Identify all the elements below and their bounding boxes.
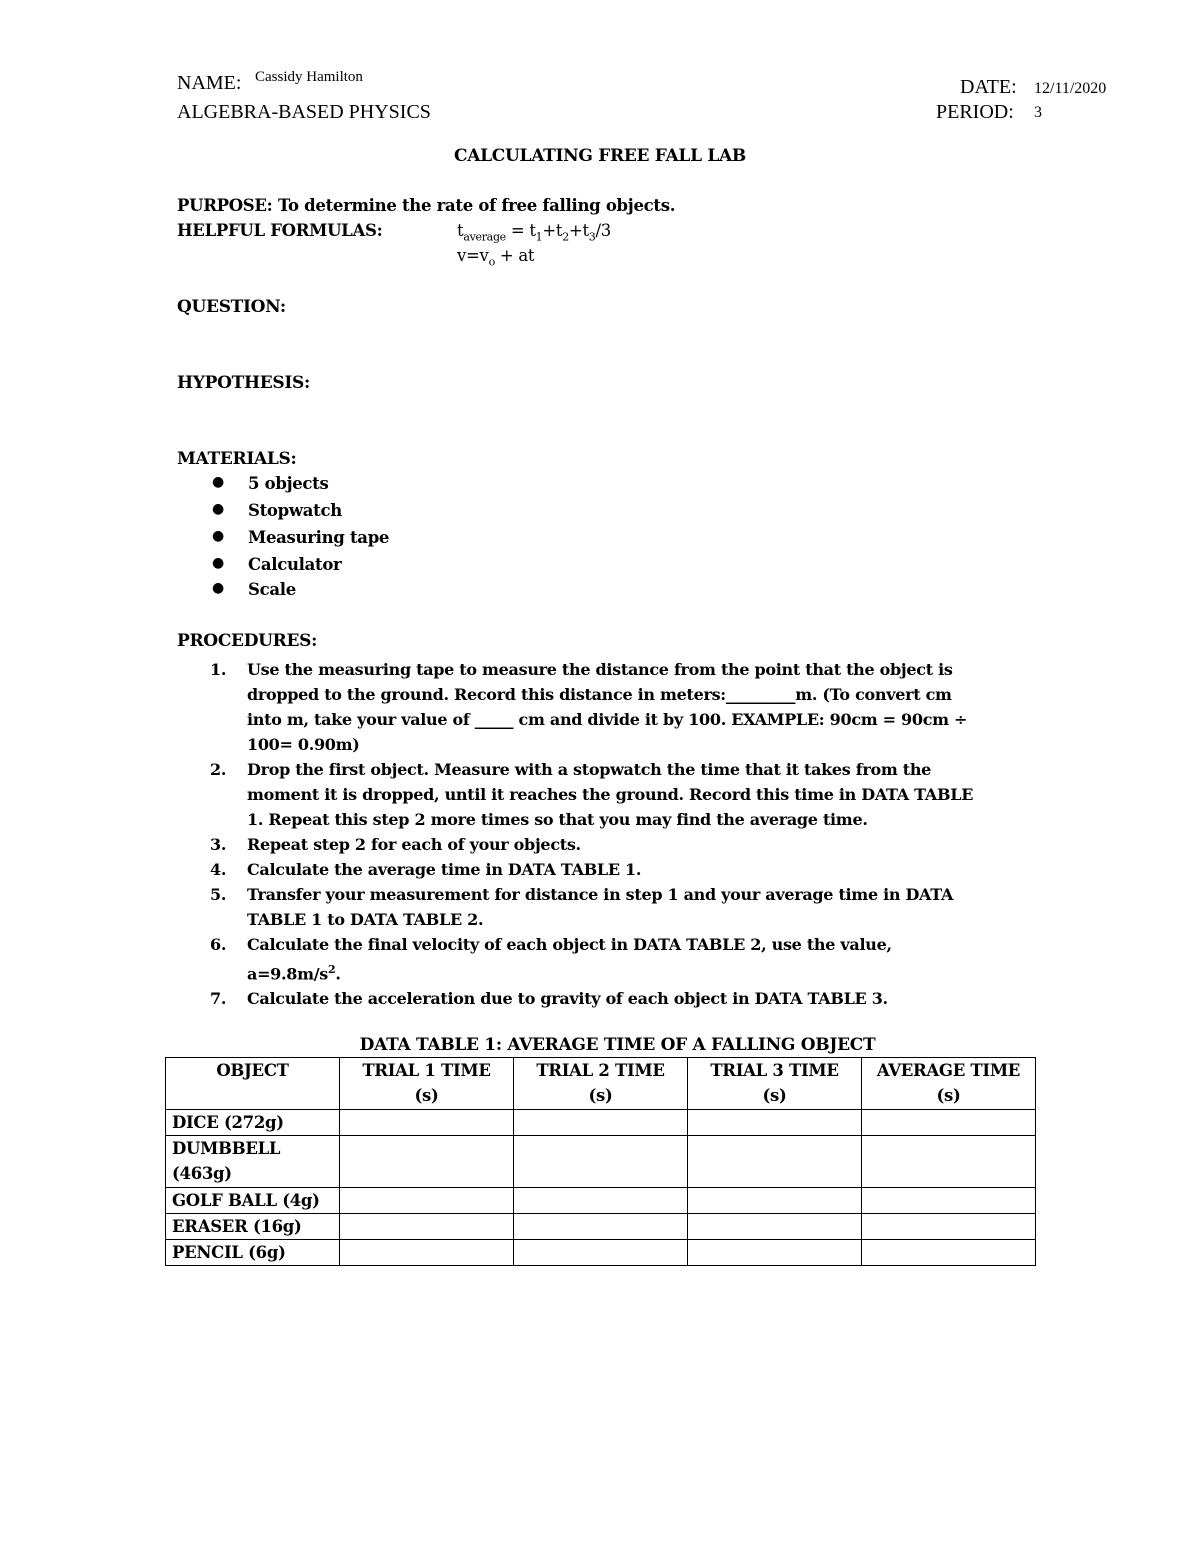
trial-1-cell[interactable] <box>340 1188 514 1214</box>
bullet-icon: ● <box>212 474 224 490</box>
trial-1-cell[interactable] <box>340 1136 514 1188</box>
average-cell[interactable] <box>862 1110 1036 1136</box>
trial-3-cell[interactable] <box>688 1240 862 1266</box>
purpose-label: PURPOSE: <box>177 196 273 215</box>
procedure-step: 2. Drop the first object. Measure with a stopwatch the time that it takes from the moment it is dropped, until it reaches the ground. Record this time in DATA TABLE 1. Repeat this step 2 more times so that you may find the average time. <box>210 760 974 829</box>
procedure-step: 1. Use the measuring tape to measure the distance from the point that the object is dropped to the ground. Record this distance in meters:_________m. (To convert cm into m, take your value of _____ cm and divide it by 100. EXAMPLE: 90cm = 90cm ÷ 100= 0.90m) <box>210 660 968 754</box>
name-value[interactable]: Cassidy Hamilton <box>255 69 363 85</box>
object-cell: DUMBBELL (463g) <box>166 1136 340 1188</box>
list-item: Stopwatch <box>248 501 342 520</box>
average-cell[interactable] <box>862 1188 1036 1214</box>
question-label: QUESTION: <box>177 297 286 317</box>
bullet-icon: ● <box>212 501 224 517</box>
table-row <box>166 1214 1036 1240</box>
object-cell: PENCIL (6g) <box>166 1240 340 1266</box>
date-value[interactable]: 12/11/2020 <box>1034 80 1107 97</box>
average-cell[interactable] <box>862 1136 1036 1188</box>
object-cell: GOLF BALL (4g) <box>166 1188 340 1214</box>
procedures-list <box>210 657 1027 1011</box>
procedure-step: 3. Repeat step 2 for each of your objects. <box>210 835 581 854</box>
list-item: Calculator <box>248 555 342 574</box>
list-item: Measuring tape <box>248 528 390 547</box>
page-title: CALCULATING FREE FALL LAB <box>454 146 746 166</box>
trial-3-cell[interactable] <box>688 1136 862 1188</box>
table-row <box>166 1240 1036 1266</box>
formula-velocity: $v=v_o$ + at <box>457 246 535 269</box>
header-trial-3: TRIAL 3 TIME (s) <box>688 1058 862 1110</box>
trial-2-cell[interactable] <box>514 1214 688 1240</box>
procedure-step: 4. Calculate the average time in DATA TABLE 1. <box>210 860 642 879</box>
name-label: NAME: <box>177 72 242 94</box>
purpose-line <box>177 196 675 215</box>
procedure-step: 6. Calculate the final velocity of each object in DATA TABLE 2, use the value, $a=9.8m/s^2$. <box>210 935 892 984</box>
hypothesis-label: HYPOTHESIS: <box>177 373 310 393</box>
trial-3-cell[interactable] <box>688 1214 862 1240</box>
procedure-step: 5. Transfer your measurement for distance in step 1 and your average time in DATA TABLE 1 to DATA TABLE 2. <box>210 885 954 929</box>
object-cell: ERASER (16g) <box>166 1214 340 1240</box>
bullet-icon: ● <box>212 528 224 544</box>
data-table-1 <box>165 1057 1036 1266</box>
formula-average: $t_{average} = t_1+t_2+t_3/3$ <box>457 221 611 244</box>
list-item: Scale <box>248 580 296 599</box>
table-row <box>166 1188 1036 1214</box>
period-value[interactable]: 3 <box>1034 104 1042 121</box>
trial-1-cell[interactable] <box>340 1110 514 1136</box>
trial-3-cell[interactable] <box>688 1110 862 1136</box>
bullet-icon: ● <box>212 555 224 571</box>
trial-1-cell[interactable] <box>340 1214 514 1240</box>
header-object: OBJECT <box>166 1058 340 1110</box>
object-cell: DICE (272g) <box>166 1110 340 1136</box>
purpose-text: To determine the rate of free falling objects. <box>277 196 676 215</box>
header-trial-1: TRIAL 1 TIME (s) <box>340 1058 514 1110</box>
header-trial-2: TRIAL 2 TIME (s) <box>514 1058 688 1110</box>
table-row <box>166 1136 1036 1188</box>
trial-1-cell[interactable] <box>340 1240 514 1266</box>
average-cell[interactable] <box>862 1240 1036 1266</box>
trial-2-cell[interactable] <box>514 1240 688 1266</box>
trial-2-cell[interactable] <box>514 1136 688 1188</box>
procedure-step: 7. Calculate the acceleration due to gravity of each object in DATA TABLE 3. <box>210 989 888 1009</box>
list-item: 5 objects <box>248 474 329 493</box>
bullet-icon: ● <box>212 580 224 596</box>
course-title: ALGEBRA-BASED PHYSICS <box>177 101 431 123</box>
period-label: PERIOD: <box>936 101 1014 123</box>
table-header-row <box>166 1058 1036 1110</box>
procedures-label: PROCEDURES: <box>177 631 318 651</box>
trial-2-cell[interactable] <box>514 1110 688 1136</box>
table-title: DATA TABLE 1: AVERAGE TIME OF A FALLING OBJECT <box>359 1035 876 1055</box>
formulas-label: HELPFUL FORMULAS: <box>177 221 383 240</box>
date-label: DATE: <box>960 76 1017 98</box>
trial-3-cell[interactable] <box>688 1188 862 1214</box>
header-average: AVERAGE TIME (s) <box>862 1058 1036 1110</box>
table-row <box>166 1110 1036 1136</box>
average-cell[interactable] <box>862 1214 1036 1240</box>
materials-label: MATERIALS: <box>177 449 297 469</box>
trial-2-cell[interactable] <box>514 1188 688 1214</box>
